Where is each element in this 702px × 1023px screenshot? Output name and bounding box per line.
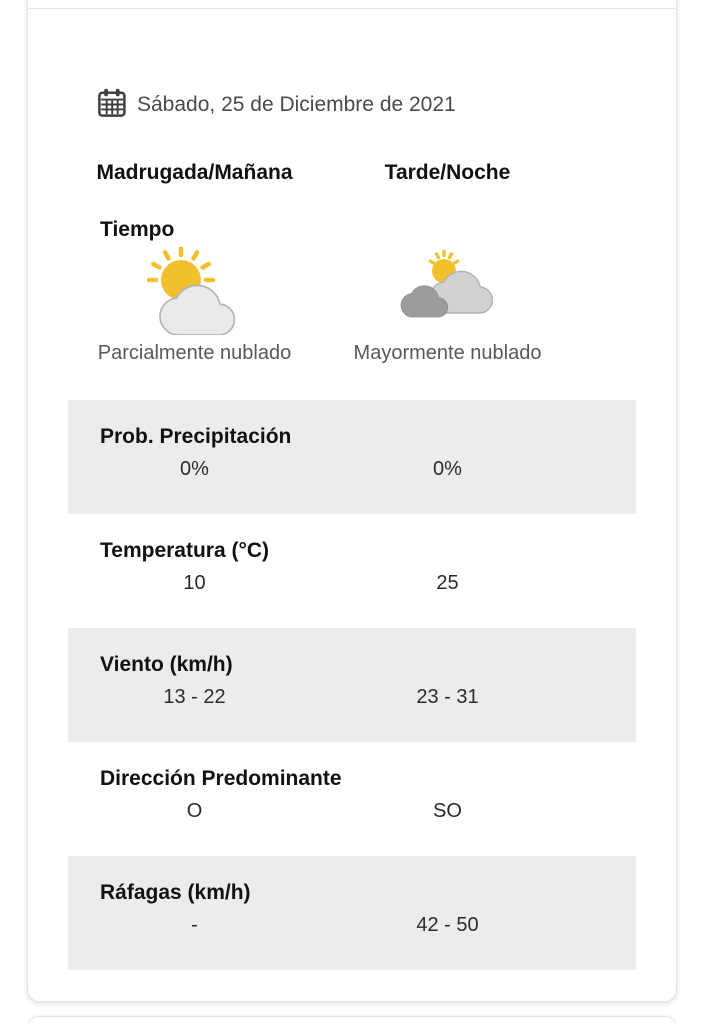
next-day-card-stub	[27, 1016, 677, 1023]
metric-row-precipitation	[68, 400, 636, 514]
metric-row-wind-direction	[68, 742, 636, 856]
date-label: Sábado, 25 de Diciembre de 2021	[137, 93, 456, 116]
metric-label: Ráfagas (km/h)	[100, 881, 251, 904]
metric-label: Temperatura (°C)	[100, 539, 270, 562]
metric-value-early: 10	[183, 572, 206, 594]
metric-value-late: SO	[433, 800, 462, 822]
weather-day-card	[27, 0, 677, 1002]
metric-row-temperature	[68, 514, 636, 628]
condition-icons-row	[28, 246, 676, 336]
column-header-late: Tarde/Noche	[384, 161, 511, 184]
metric-label: Dirección Predominante	[100, 767, 342, 790]
metric-value-early: O	[186, 800, 203, 822]
weather-section-label: Tiempo	[100, 218, 175, 241]
partly-cloudy-icon	[68, 246, 321, 336]
metric-value-early: -	[191, 914, 198, 936]
column-headers	[28, 160, 676, 186]
condition-caption-early: Parcialmente nublado	[97, 342, 292, 364]
metric-row-gusts	[68, 856, 636, 970]
metric-value-late: 42 - 50	[416, 914, 479, 936]
section-divider	[28, 8, 676, 9]
calendar-icon	[98, 88, 126, 122]
metric-row-wind	[68, 628, 636, 742]
condition-captions-row	[28, 340, 676, 366]
metric-label: Viento (km/h)	[100, 653, 233, 676]
metric-value-early: 0%	[180, 458, 209, 480]
condition-caption-late: Mayormente nublado	[353, 342, 542, 364]
metric-value-early: 13 - 22	[163, 686, 226, 708]
mostly-cloudy-icon	[321, 246, 574, 336]
metric-value-late: 0%	[433, 458, 462, 480]
column-header-early: Madrugada/Mañana	[96, 161, 293, 184]
date-row	[98, 88, 676, 122]
metric-value-late: 23 - 31	[416, 686, 479, 708]
metric-value-late: 25	[436, 572, 459, 594]
metric-label: Prob. Precipitación	[100, 425, 292, 448]
metrics-table	[28, 400, 676, 970]
